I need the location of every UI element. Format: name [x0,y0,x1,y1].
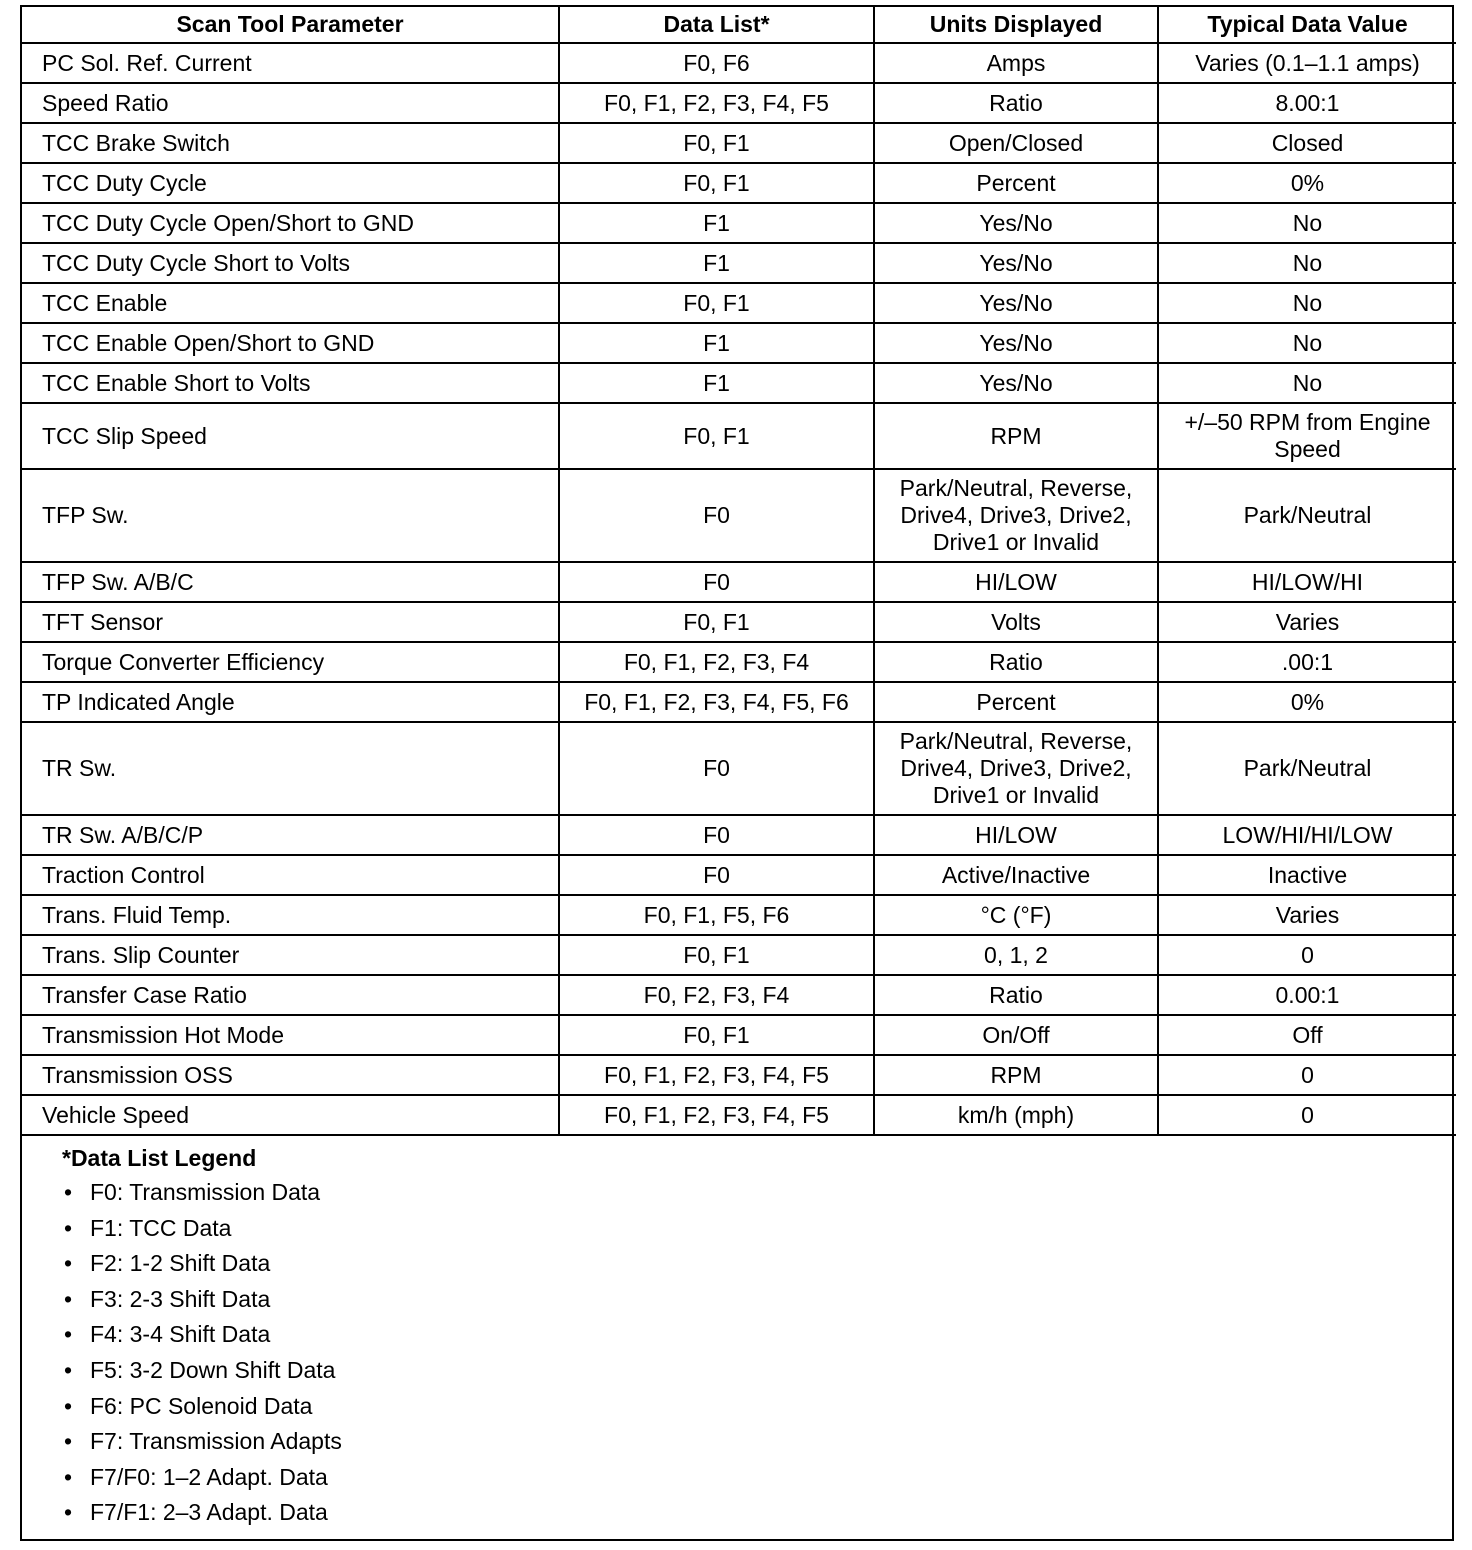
cell-typical-value: No [1158,363,1456,403]
legend-item-label: F5: 3-2 Down Shift Data [90,1356,336,1383]
cell-units: Active/Inactive [874,855,1158,895]
cell-units: On/Off [874,1015,1158,1055]
legend-item-label: F7: Transmission Adapts [90,1428,342,1455]
legend-item-label: F1: TCC Data [90,1214,232,1241]
table-row [22,163,1456,203]
legend-item-label: F7/F0: 1–2 Adapt. Data [90,1463,328,1490]
table-row [22,283,1456,323]
cell-data-list: F1 [559,323,874,363]
cell-data-list: F0, F1 [559,283,874,323]
cell-parameter: Transmission Hot Mode [22,1015,559,1055]
legend-item [64,1353,1452,1389]
cell-typical-value: HI/LOW/HI [1158,562,1456,602]
legend-title: *Data List Legend [62,1145,257,1171]
legend-item [64,1175,1452,1211]
cell-typical-value: 0 [1158,1055,1456,1095]
table-row [22,403,1456,469]
cell-data-list: F0, F6 [559,43,874,83]
cell-typical-value: No [1158,243,1456,283]
cell-parameter: TCC Brake Switch [22,123,559,163]
cell-parameter: TCC Duty Cycle Open/Short to GND [22,203,559,243]
cell-units: Yes/No [874,283,1158,323]
cell-typical-value: No [1158,203,1456,243]
table-row [22,323,1456,363]
cell-typical-value: No [1158,283,1456,323]
cell-typical-value: Varies (0.1–1.1 amps) [1158,43,1456,83]
column-header-units: Units Displayed [874,7,1158,43]
cell-units: Yes/No [874,323,1158,363]
cell-units: Amps [874,43,1158,83]
cell-data-list: F0, F1 [559,163,874,203]
legend-item [64,1211,1452,1247]
cell-units: Yes/No [874,203,1158,243]
scan-tool-data-sheet [20,5,1454,1541]
table-row [22,722,1456,815]
column-header-typical-value: Typical Data Value [1158,7,1456,43]
cell-data-list: F0, F1, F2, F3, F4, F5 [559,1055,874,1095]
cell-parameter: Trans. Fluid Temp. [22,895,559,935]
table-row [22,642,1456,682]
cell-typical-value: 0.00:1 [1158,975,1456,1015]
cell-parameter: TR Sw. [22,722,559,815]
cell-typical-value: Inactive [1158,855,1456,895]
table-row [22,243,1456,283]
cell-typical-value: Varies [1158,602,1456,642]
cell-units: Park/Neutral, Reverse, Drive4, Drive3, Drive2, Drive1 or Invalid [874,722,1158,815]
table-row [22,815,1456,855]
cell-data-list: F0 [559,855,874,895]
cell-data-list: F0, F1 [559,403,874,469]
cell-units: °C (°F) [874,895,1158,935]
cell-units: Ratio [874,83,1158,123]
table-row [22,682,1456,722]
legend-item-label: F4: 3-4 Shift Data [90,1321,271,1348]
bullet-icon: • [64,1214,73,1241]
bullet-icon: • [64,1179,73,1205]
cell-units: Percent [874,163,1158,203]
cell-units: RPM [874,1055,1158,1095]
cell-data-list: F0 [559,722,874,815]
cell-parameter: Trans. Slip Counter [22,935,559,975]
legend-item-label: F0: Transmission Data [90,1179,321,1205]
table-row [22,469,1456,562]
legend-item-label: F6: PC Solenoid Data [90,1392,313,1419]
table-row [22,203,1456,243]
cell-data-list: F1 [559,363,874,403]
table-header-row [22,7,1456,43]
cell-parameter: PC Sol. Ref. Current [22,43,559,83]
cell-parameter: Speed Ratio [22,83,559,123]
cell-parameter: TCC Enable [22,283,559,323]
cell-typical-value: +/–50 RPM from Engine Speed [1158,403,1456,469]
cell-units: Volts [874,602,1158,642]
table-row [22,895,1456,935]
table-row [22,562,1456,602]
cell-data-list: F0 [559,562,874,602]
column-header-data-list: Data List* [559,7,874,43]
table-row [22,855,1456,895]
legend-item [64,1460,1452,1496]
cell-parameter: Transfer Case Ratio [22,975,559,1015]
cell-units: km/h (mph) [874,1095,1158,1135]
bullet-icon: • [64,1321,73,1348]
cell-typical-value: Park/Neutral [1158,722,1456,815]
cell-units: Percent [874,682,1158,722]
legend-item [64,1424,1452,1460]
column-header-parameter: Scan Tool Parameter [22,7,559,43]
cell-data-list: F0 [559,469,874,562]
legend-item [64,1246,1452,1282]
cell-parameter: TFT Sensor [22,602,559,642]
cell-data-list: F0, F1, F2, F3, F4, F5, F6 [559,682,874,722]
cell-typical-value: Varies [1158,895,1456,935]
cell-data-list: F1 [559,203,874,243]
legend-item [64,1389,1452,1425]
legend-item [64,1317,1452,1353]
cell-units: RPM [874,403,1158,469]
legend-item-label: F2: 1-2 Shift Data [90,1250,271,1277]
scan-tool-parameter-table [22,7,1456,1136]
cell-data-list: F0, F1 [559,123,874,163]
cell-parameter: TP Indicated Angle [22,682,559,722]
table-row [22,43,1456,83]
cell-typical-value: Closed [1158,123,1456,163]
cell-parameter: TCC Slip Speed [22,403,559,469]
table-row [22,123,1456,163]
cell-parameter: TCC Duty Cycle [22,163,559,203]
legend-item-label: F3: 2-3 Shift Data [90,1285,271,1312]
cell-parameter: Transmission OSS [22,1055,559,1095]
cell-units: Open/Closed [874,123,1158,163]
bullet-icon: • [64,1499,73,1526]
table-row [22,363,1456,403]
cell-typical-value: 0 [1158,1095,1456,1135]
cell-parameter: TCC Enable Short to Volts [22,363,559,403]
cell-units: Ratio [874,642,1158,682]
table-row [22,83,1456,123]
bullet-icon: • [64,1285,73,1312]
cell-parameter: TCC Duty Cycle Short to Volts [22,243,559,283]
legend-list [62,1175,1452,1531]
cell-parameter: Traction Control [22,855,559,895]
table-row [22,975,1456,1015]
cell-data-list: F0, F1, F2, F3, F4 [559,642,874,682]
cell-typical-value: .00:1 [1158,642,1456,682]
cell-data-list: F0, F1 [559,1015,874,1055]
bullet-icon: • [64,1356,73,1383]
cell-typical-value: Park/Neutral [1158,469,1456,562]
cell-units: Ratio [874,975,1158,1015]
cell-data-list: F0, F1 [559,935,874,975]
bullet-icon: • [64,1392,73,1419]
cell-typical-value: 8.00:1 [1158,83,1456,123]
cell-data-list: F0, F1, F2, F3, F4, F5 [559,83,874,123]
cell-units: Yes/No [874,363,1158,403]
cell-typical-value: 0% [1158,163,1456,203]
cell-parameter: TR Sw. A/B/C/P [22,815,559,855]
cell-data-list: F0, F1, F2, F3, F4, F5 [559,1095,874,1135]
table-row [22,1055,1456,1095]
cell-units: HI/LOW [874,815,1158,855]
cell-parameter: TFP Sw. [22,469,559,562]
cell-typical-value: Off [1158,1015,1456,1055]
cell-parameter: TFP Sw. A/B/C [22,562,559,602]
legend-item [64,1495,1452,1531]
table-body [22,43,1456,1135]
cell-data-list: F0, F1, F5, F6 [559,895,874,935]
cell-units: HI/LOW [874,562,1158,602]
cell-data-list: F0 [559,815,874,855]
table-row [22,935,1456,975]
cell-data-list: F1 [559,243,874,283]
bullet-icon: • [64,1250,73,1277]
cell-typical-value: 0% [1158,682,1456,722]
cell-data-list: F0, F1 [559,602,874,642]
legend-item-label: F7/F1: 2–3 Adapt. Data [90,1499,328,1526]
cell-data-list: F0, F2, F3, F4 [559,975,874,1015]
legend-item [64,1282,1452,1318]
table-row [22,602,1456,642]
cell-units: Park/Neutral, Reverse, Drive4, Drive3, Drive2, Drive1 or Invalid [874,469,1158,562]
cell-typical-value: 0 [1158,935,1456,975]
cell-typical-value: LOW/HI/HI/LOW [1158,815,1456,855]
data-list-legend [22,1136,1452,1539]
bullet-icon: • [64,1463,73,1490]
cell-parameter: Torque Converter Efficiency [22,642,559,682]
cell-typical-value: No [1158,323,1456,363]
cell-units: 0, 1, 2 [874,935,1158,975]
cell-parameter: Vehicle Speed [22,1095,559,1135]
bullet-icon: • [64,1428,73,1455]
cell-units: Yes/No [874,243,1158,283]
table-row [22,1095,1456,1135]
table-row [22,1015,1456,1055]
cell-parameter: TCC Enable Open/Short to GND [22,323,559,363]
